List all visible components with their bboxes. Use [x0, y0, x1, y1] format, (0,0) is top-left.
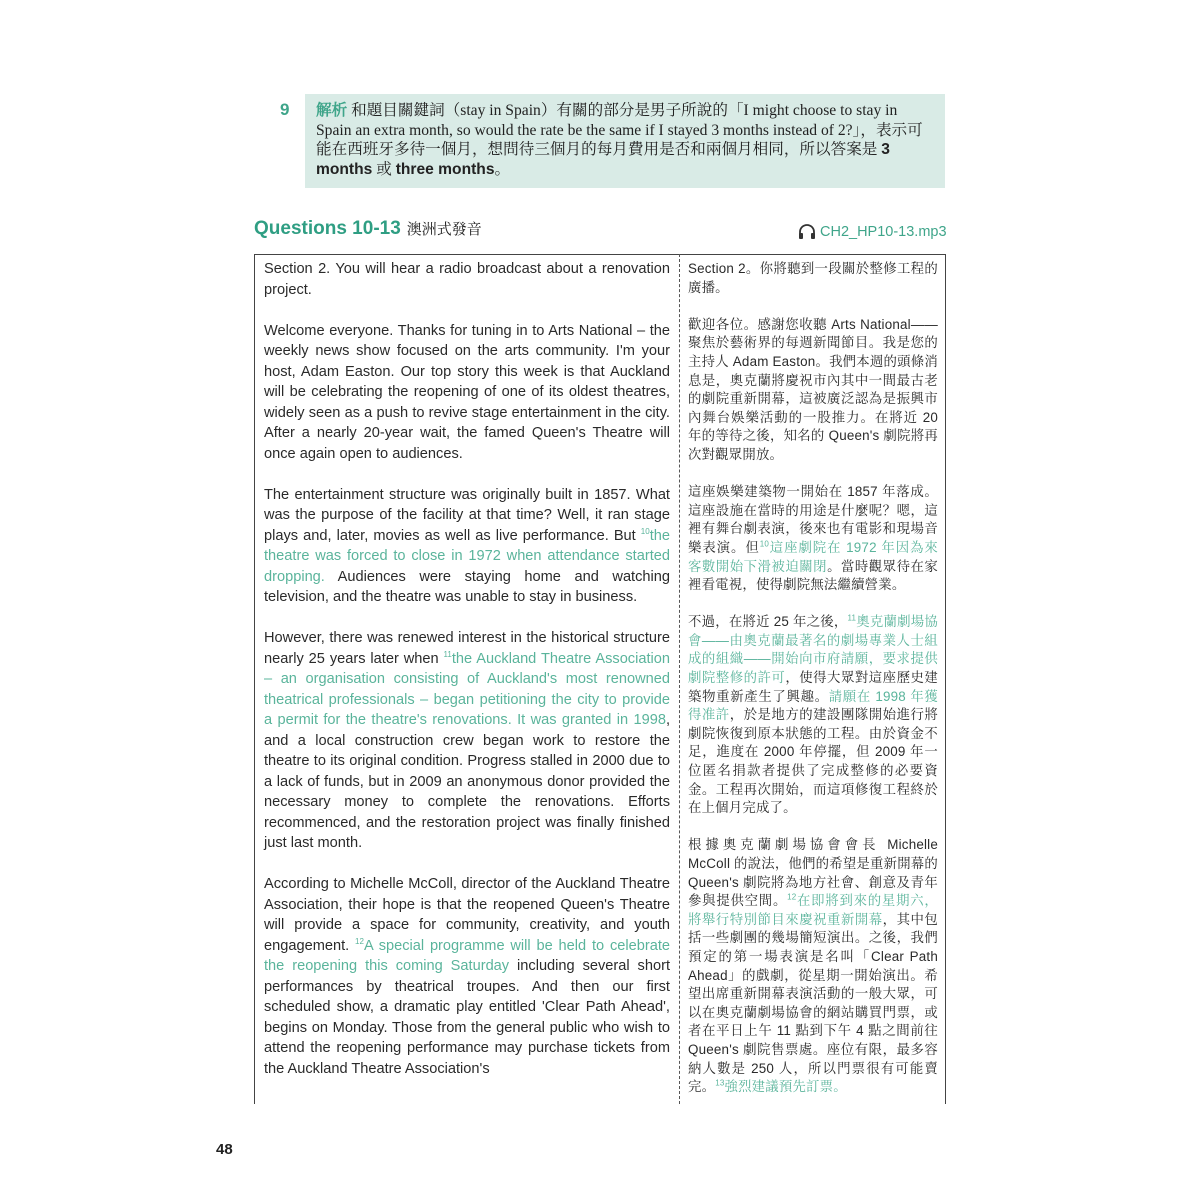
en-p5-text: According to Michelle McColl, director of the Auckland Theatre Association, their hope is that the reopened Queen's Theatre will provide a space for community, creativity, and youth engagement. [264, 876, 670, 954]
answer-option-b: three months [395, 161, 495, 179]
en-paragraph-3 [264, 485, 670, 608]
audio-link[interactable] [798, 224, 947, 240]
en-p5-text-end: including several short performances by theatrical troupes. And then our first scheduled show, a dramatic play entitled 'Clear Path Ahead', begins on Monday. Those from the general public who wish to attend the reopening performance may purchase tickets from the Auckland Theatre Association's [264, 958, 670, 1077]
answer-end: 。 [494, 161, 511, 179]
page-number: 48 [216, 1141, 233, 1158]
zh-p3-marker: 10 [759, 539, 770, 549]
answer-explanation [316, 101, 936, 180]
zh-p4-marker: 11 [847, 613, 857, 623]
zh-p5-text-mid: ，其中包括一些劇團的幾場簡短演出。之後，我們預定的第一場表演是名叫「Clear Path Ahead」的戲劇，從星期一開始演出。希望出席重新開幕表演活動的一般大眾，可以在奧克蘭劇場協會的網站購買門票，或者在平日上午 11 點到下午 4 點之間前往 Queen's 劇院售票處。座位有限，最多容納人數是 250 人，所以門票很有可能賣完。 [688, 911, 938, 1095]
en-paragraph-5 [264, 874, 670, 1079]
frame-left-border [254, 254, 255, 1104]
zh-paragraph-3 [688, 483, 938, 595]
en-p5-highlight: A special programme will be held to celebrate the reopening this coming Saturday [264, 937, 670, 974]
answer-body: 和題目關鍵詞（stay in Spain）有關的部分是男子所說的「I might choose to stay in Spain an extra month, so would the rate be the same if I stayed 3 months instead of 2?」，表示可能在西班牙多待一個月，想問待三個月的每月費用是否和兩個月相同，所以答案是 [316, 102, 923, 159]
zh-p4-text-end: ，於是地方的建設團隊開始進行將劇院恢復到原本狀態的工程。由於資金不足，進度在 2000 年停擺，但 2009 年一位匿名捐款者提供了完成整修的必要資金。工程再次開始，而這項修復工程終於在上個月完成了。 [688, 707, 938, 816]
zh-p5-text: 根據奧克蘭劇場協會會長 Michelle McColl 的說法，他們的希望是重新開幕的 Queen's 劇院將為地方社會、創意及青年參與提供空間。 [688, 837, 938, 909]
section-title [254, 218, 482, 240]
answer-label: 解析 [316, 102, 348, 119]
en-p4-text: However, there was renewed interest in the historical structure nearly 25 years later when [264, 630, 670, 667]
answer-number: 9 [280, 100, 290, 119]
zh-paragraph-4 [688, 613, 938, 818]
en-p3-text: The entertainment structure was originally built in 1857. What was the purpose of the facility at that time? Well, it ran stage plays and, later, movies as well as live performance. But [264, 486, 670, 544]
en-p4-text-end: , and a local construction crew began work to restore the theatre to its original condition. Progress stalled in 2000 due to a lack of funds, but in 2009 an anonymous donor provided the necessary money to complete the renovations. Efforts recommenced, and the restoration project was finally finished just last month. [264, 712, 670, 851]
zh-p4-highlight-2: 請願在 1998 年獲得准許 [688, 688, 939, 723]
zh-p3-highlight: 這座劇院在 1972 年因為來客數開始下滑被迫關閉 [688, 539, 938, 574]
zh-paragraph-5 [688, 836, 938, 1096]
en-p3-marker: 10 [640, 526, 650, 536]
zh-paragraph-2: 歡迎各位。感謝您收聽 Arts National——聚焦於藝術界的每週新聞節目。我是您的主持人 Adam Easton。我們本週的頭條消息是，奧克蘭將慶祝市內其中一間最古老的劇院重新開幕，這被廣泛認為是振興市內舞台娛樂活動的一股推力。在將近 20 年的等待之後，知名的 Queen's 劇院將再次對觀眾開放。 [688, 316, 938, 462]
zh-p5-marker-2: 13 [715, 1078, 725, 1088]
en-p3-text-end: Audiences were staying home and watching television, and the theatre was unable to stay in business. [264, 568, 670, 605]
en-paragraph-4 [264, 628, 670, 854]
zh-p5-highlight-2: 強烈建議預先訂票。 [724, 1079, 847, 1095]
zh-paragraph-1: Section 2。你將聽到一段關於整修工程的廣播。 [688, 261, 938, 295]
en-p3-highlight: the theatre was forced to close in 1972 when attendance started dropping. [264, 527, 670, 585]
headphones-icon [798, 224, 816, 240]
en-p4-highlight: the Auckland Theatre Association – an organisation consisting of Auckland's most renowned theatrical professionals – began petitioning the city to provide a permit for the theatre's renovations. It was granted in 1998 [264, 650, 670, 728]
zh-p5-highlight: 在即將到來的星期六，將舉行特別節目來慶祝重新開幕 [688, 893, 938, 927]
en-p5-marker: 12 [355, 936, 364, 946]
en-p4-marker: 11 [443, 649, 452, 659]
answer-or: 或 [372, 161, 396, 179]
chinese-translation [688, 260, 938, 1115]
section-title-text: Questions 10-13 [254, 218, 401, 239]
en-paragraph-1: Section 2. You will hear a radio broadcast about a renovation project. [264, 261, 670, 298]
section-subtitle: 澳洲式發音 [406, 221, 482, 238]
english-transcript [264, 259, 670, 1100]
en-paragraph-2: Welcome everyone. Thanks for tuning in to Arts National – the weekly news show focused on the arts community. I'm your host, Adam Easton. Our top story this week is that Auckland will be celebrating the reopening of one of its oldest theatres, widely seen as a push to revive stage entertainment in the city. After a nearly 20-year wait, the famed Queen's Theatre will once again open to audiences. [264, 322, 670, 462]
zh-p4-text: 不過，在將近 25 年之後， [688, 614, 848, 630]
column-divider [679, 254, 680, 1104]
answer-option-a: 3 months [316, 141, 890, 179]
zh-p3-text-end: 。當時觀眾待在家裡看電視，使得劇院無法繼續營業。 [688, 558, 938, 593]
zh-p4-highlight-1: 奧克蘭劇場協會——由奧克蘭最著名的劇場專業人士組成的組織——開始向市府請願，要求提供劇院整修的許可 [688, 614, 938, 686]
zh-p4-text-mid: ，使得大眾對這座歷史建築物重新產生了興趣。 [688, 670, 938, 704]
zh-p3-text: 這座娛樂建築物一開始在 1857 年落成。這座設施在當時的用途是什麼呢？嗯，這裡有舞台劇表演，後來也有電影和現場音樂表演。但 [688, 484, 938, 555]
frame-right-border [945, 254, 946, 1104]
frame-top-border [254, 254, 946, 255]
zh-p5-marker: 12 [787, 892, 797, 902]
audio-filename[interactable]: CH2_HP10-13.mp3 [820, 224, 947, 240]
